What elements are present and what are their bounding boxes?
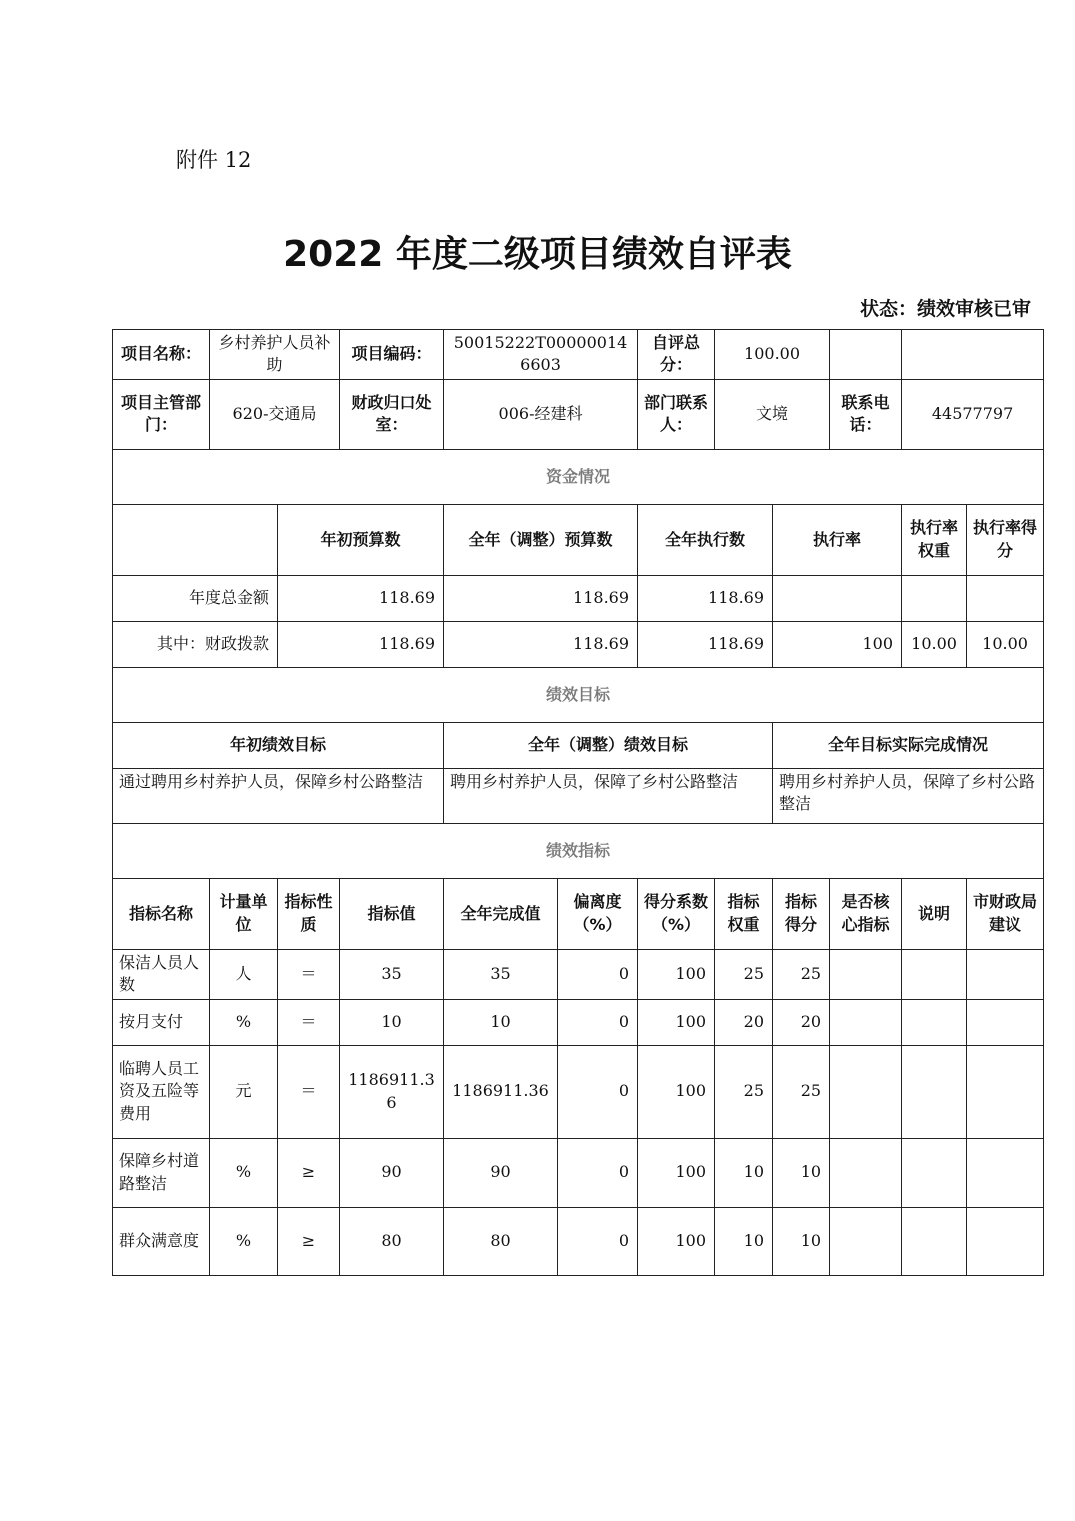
ind-advice bbox=[967, 999, 1044, 1045]
ind-done: 1186911.36 bbox=[444, 1045, 558, 1138]
funds-header-initial: 年初预算数 bbox=[278, 504, 444, 575]
funds-adjusted: 118.69 bbox=[444, 621, 638, 667]
funds-header-score: 执行率得分 bbox=[967, 504, 1044, 575]
ind-done: 80 bbox=[444, 1207, 558, 1275]
phone-label: 联系电话： bbox=[830, 379, 902, 449]
funds-weight bbox=[902, 575, 967, 621]
ind-nature: ＝ bbox=[278, 1045, 340, 1138]
funds-row-label: 其中：财政拨款 bbox=[113, 621, 278, 667]
ind-weight: 25 bbox=[715, 1045, 773, 1138]
ind-weight: 10 bbox=[715, 1138, 773, 1207]
ind-note bbox=[902, 949, 967, 999]
ind-dev: 0 bbox=[558, 999, 638, 1045]
ind-header-name: 指标名称 bbox=[113, 878, 210, 949]
self-score-label: 自评总分： bbox=[638, 330, 715, 380]
funds-header-executed: 全年执行数 bbox=[638, 504, 773, 575]
project-name-label: 项目名称： bbox=[113, 330, 210, 380]
status-text: 状态：绩效审核已审 bbox=[859, 298, 1031, 320]
goal-initial: 通过聘用乡村养护人员，保障乡村公路整洁 bbox=[113, 768, 444, 823]
goals-header-actual: 全年目标实际完成情况 bbox=[773, 722, 1044, 768]
ind-value: 10 bbox=[340, 999, 444, 1045]
funds-row bbox=[113, 575, 1044, 621]
ind-unit: 人 bbox=[210, 949, 278, 999]
funds-weight: 10.00 bbox=[902, 621, 967, 667]
contact-label: 部门联系人： bbox=[638, 379, 715, 449]
page-title: 2022 年度二级项目绩效自评表 bbox=[283, 234, 792, 275]
indicators-section-title: 绩效指标 bbox=[113, 823, 1044, 878]
ind-header-weight: 指标权重 bbox=[715, 878, 773, 949]
project-code-value: 50015222T000000146603 bbox=[444, 330, 638, 380]
ind-coef: 100 bbox=[638, 1138, 715, 1207]
ind-header-value: 指标值 bbox=[340, 878, 444, 949]
ind-done: 10 bbox=[444, 999, 558, 1045]
ind-unit: % bbox=[210, 999, 278, 1045]
ind-note bbox=[902, 1138, 967, 1207]
ind-unit: % bbox=[210, 1138, 278, 1207]
funds-initial: 118.69 bbox=[278, 621, 444, 667]
project-name-value: 乡村养护人员补助 bbox=[210, 330, 340, 380]
ind-weight: 25 bbox=[715, 949, 773, 999]
ind-coef: 100 bbox=[638, 999, 715, 1045]
funds-header-adjusted: 全年（调整）预算数 bbox=[444, 504, 638, 575]
ind-header-advice: 市财政局建议 bbox=[967, 878, 1044, 949]
goals-section-title: 绩效目标 bbox=[113, 667, 1044, 722]
ind-dev: 0 bbox=[558, 1045, 638, 1138]
dept-value: 620-交通局 bbox=[210, 379, 340, 449]
ind-name: 群众满意度 bbox=[113, 1207, 210, 1275]
ind-score: 20 bbox=[773, 999, 830, 1045]
finance-label: 财政归口处室： bbox=[340, 379, 444, 449]
funds-row bbox=[113, 621, 1044, 667]
ind-core bbox=[830, 1207, 902, 1275]
empty-cell bbox=[113, 504, 278, 575]
ind-name: 临聘人员工资及五险等费用 bbox=[113, 1045, 210, 1138]
ind-name: 保障乡村道路整洁 bbox=[113, 1138, 210, 1207]
ind-advice bbox=[967, 1045, 1044, 1138]
ind-value: 90 bbox=[340, 1138, 444, 1207]
ind-note bbox=[902, 999, 967, 1045]
funds-score: 10.00 bbox=[967, 621, 1044, 667]
ind-coef: 100 bbox=[638, 1045, 715, 1138]
ind-header-done: 全年完成值 bbox=[444, 878, 558, 949]
indicators-header-row bbox=[113, 878, 1044, 949]
indicator-row bbox=[113, 1138, 1044, 1207]
indicator-row bbox=[113, 949, 1044, 999]
ind-core bbox=[830, 999, 902, 1045]
dept-label: 项目主管部门： bbox=[113, 379, 210, 449]
funds-rate bbox=[773, 575, 902, 621]
funds-header-rate: 执行率 bbox=[773, 504, 902, 575]
ind-dev: 0 bbox=[558, 949, 638, 999]
ind-header-nature: 指标性质 bbox=[278, 878, 340, 949]
ind-score: 10 bbox=[773, 1207, 830, 1275]
indicator-row bbox=[113, 1045, 1044, 1138]
funds-score bbox=[967, 575, 1044, 621]
ind-weight: 10 bbox=[715, 1207, 773, 1275]
self-score-value: 100.00 bbox=[715, 330, 830, 380]
finance-value: 006-经建科 bbox=[444, 379, 638, 449]
ind-score: 25 bbox=[773, 949, 830, 999]
ind-core bbox=[830, 1138, 902, 1207]
funds-section-title: 资金情况 bbox=[113, 449, 1044, 504]
goals-header-row bbox=[113, 722, 1044, 768]
ind-header-unit: 计量单位 bbox=[210, 878, 278, 949]
empty-cell bbox=[902, 330, 1044, 380]
phone-value: 44577797 bbox=[902, 379, 1044, 449]
ind-note bbox=[902, 1207, 967, 1275]
ind-score: 10 bbox=[773, 1138, 830, 1207]
contact-value: 文境 bbox=[715, 379, 830, 449]
ind-done: 90 bbox=[444, 1138, 558, 1207]
ind-advice bbox=[967, 1207, 1044, 1275]
funds-initial: 118.69 bbox=[278, 575, 444, 621]
ind-score: 25 bbox=[773, 1045, 830, 1138]
goals-value-row bbox=[113, 768, 1044, 823]
funds-adjusted: 118.69 bbox=[444, 575, 638, 621]
goal-actual: 聘用乡村养护人员，保障了乡村公路整洁 bbox=[773, 768, 1044, 823]
funds-header-weight: 执行率权重 bbox=[902, 504, 967, 575]
ind-value: 1186911.36 bbox=[340, 1045, 444, 1138]
ind-weight: 20 bbox=[715, 999, 773, 1045]
evaluation-table bbox=[112, 329, 1044, 1276]
funds-header-row bbox=[113, 504, 1044, 575]
ind-header-dev: 偏离度（%） bbox=[558, 878, 638, 949]
ind-unit: % bbox=[210, 1207, 278, 1275]
ind-name: 按月支付 bbox=[113, 999, 210, 1045]
goals-header-adjusted: 全年（调整）绩效目标 bbox=[444, 722, 773, 768]
annex-label: 附件 12 bbox=[176, 148, 252, 172]
ind-name: 保洁人员人数 bbox=[113, 949, 210, 999]
ind-dev: 0 bbox=[558, 1207, 638, 1275]
ind-header-core: 是否核心指标 bbox=[830, 878, 902, 949]
funds-rate: 100 bbox=[773, 621, 902, 667]
goals-header-initial: 年初绩效目标 bbox=[113, 722, 444, 768]
indicator-row bbox=[113, 1207, 1044, 1275]
info-row-2 bbox=[113, 379, 1044, 449]
ind-header-note: 说明 bbox=[902, 878, 967, 949]
funds-executed: 118.69 bbox=[638, 621, 773, 667]
ind-coef: 100 bbox=[638, 1207, 715, 1275]
project-code-label: 项目编码： bbox=[340, 330, 444, 380]
ind-advice bbox=[967, 949, 1044, 999]
ind-core bbox=[830, 949, 902, 999]
funds-row-label: 年度总金额 bbox=[113, 575, 278, 621]
ind-value: 80 bbox=[340, 1207, 444, 1275]
indicator-row bbox=[113, 999, 1044, 1045]
ind-nature: ≥ bbox=[278, 1207, 340, 1275]
ind-core bbox=[830, 1045, 902, 1138]
ind-header-score: 指标得分 bbox=[773, 878, 830, 949]
ind-coef: 100 bbox=[638, 949, 715, 999]
ind-header-coef: 得分系数（%） bbox=[638, 878, 715, 949]
ind-done: 35 bbox=[444, 949, 558, 999]
empty-cell bbox=[830, 330, 902, 380]
funds-executed: 118.69 bbox=[638, 575, 773, 621]
ind-nature: ＝ bbox=[278, 999, 340, 1045]
ind-nature: ＝ bbox=[278, 949, 340, 999]
ind-unit: 元 bbox=[210, 1045, 278, 1138]
ind-dev: 0 bbox=[558, 1138, 638, 1207]
ind-advice bbox=[967, 1138, 1044, 1207]
ind-nature: ≥ bbox=[278, 1138, 340, 1207]
ind-value: 35 bbox=[340, 949, 444, 999]
ind-note bbox=[902, 1045, 967, 1138]
info-row-1 bbox=[113, 330, 1044, 380]
goal-adjusted: 聘用乡村养护人员，保障了乡村公路整洁 bbox=[444, 768, 773, 823]
